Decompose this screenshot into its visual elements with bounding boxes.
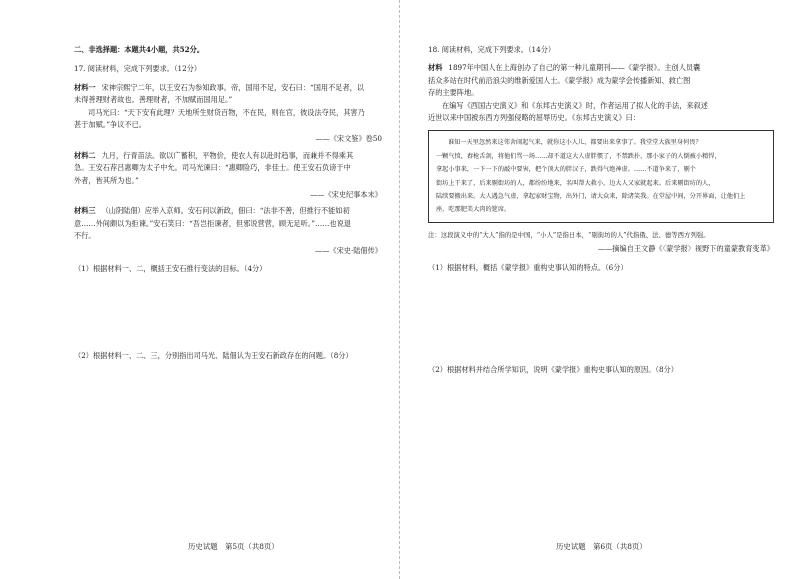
answer-space-17-1 — [74, 276, 382, 344]
material-text: 1897年中国人在上海创办了自己的第一种儿童期刊——《蒙学报》。主创人员囊 — [448, 63, 701, 73]
page-footer-right: 历史试题 第6页（共8页） — [556, 542, 647, 551]
sub-question-18-2: （2）根据材料并结合所学知识，说明《蒙学报》重构史事认知的原因。（8分） — [428, 365, 678, 375]
right-page — [400, 0, 800, 579]
material-2-text-3: 外者，皆其所为也。” — [74, 175, 139, 185]
material-text-4: 在编写《西国古史演义》和《东邦古史演义》时，作者运用了拟人化的手法，来叙述 — [442, 100, 708, 110]
material-2-text-2: 急。王安石荐吕惠卿为太子中允。司马光谏曰：“惠卿险巧，非佳士。使王安石负谤于中 — [74, 163, 351, 173]
material-3-source: ——《宋史·陆佃传》 — [315, 245, 382, 255]
material-2-text: 九月，行青苗法。欲以广蓄积，平物价，使农人有以赴时趋事，而兼并不得乘其 — [101, 150, 354, 160]
material-1 — [74, 82, 382, 146]
material-text-2: 括众多站在时代前沿浪尖的维新爱国人士。《蒙学报》成为蒙学会传播新知、救亡图 — [428, 75, 691, 85]
material-text-5: 近世以来中国被东西方列强侵略的屈辱历史。《东邦古史演义》曰： — [428, 113, 641, 123]
quotation-line: 谁知一天里忽然来这邻舍闹起气来，就你这小人儿，都要出来拿事了。我堂堂大族里身何畏？ — [448, 139, 702, 147]
page-footer-left: 历史试题 第5页（共8页） — [188, 542, 279, 551]
material-1-source: ——《宋文鉴》卷50 — [315, 134, 382, 144]
answer-space-18-1 — [428, 274, 774, 358]
material-source: ——摘编自王文静《〈蒙学报〉视野下的童蒙教育变革》 — [597, 244, 774, 254]
material-3-text: （山阴陆佃）应举入京师。安石问以新政，佃曰：“法非不善，但推行不能如初 — [101, 206, 350, 216]
material-1-text-3: 司马光曰：“天下安有此理？天地所生财货百物，不在民，则在官，彼设法夺民，其害乃 — [88, 107, 365, 117]
quotation-box — [428, 130, 774, 222]
material-1-text-2: 未得善理财者故也。善理财者，不加赋而国用足。” — [74, 95, 233, 105]
material-2-source: ——《宋史纪事本末》 — [310, 190, 382, 200]
material-1-text: 宋神宗熙宁二年，以王安石为参知政事。帝，国用不足，安石曰：“国用不足者，以 — [101, 82, 365, 92]
material-3-text-2: 意……外间颇以为拒谏。”安石笑曰：“吾岂拒谏者，但邪说营营，顾无足听。”……也说退 — [74, 218, 351, 228]
material-3-label: 材料三 — [74, 206, 96, 216]
material-3-text-3: 不行。 — [74, 231, 96, 241]
sub-question-18-1: （1）根据材料，概括《蒙学报》重构史事认知的特点。（6分） — [428, 262, 628, 272]
material-label: 材料 — [428, 63, 443, 73]
material-2-label: 材料二 — [74, 150, 96, 160]
quotation-line: 座，吃那肥美大肉的筵席。 — [436, 206, 511, 214]
question-18-header: 18. 阅读材料，完成下列要求。（14分） — [428, 45, 556, 54]
quotation-line: 一颗气愤，舂枪舌剑，将他们骂一场……却不道这大人虚胖惯了，不禁跌扑，那小家子的人倒被小精悍， — [436, 152, 721, 160]
quotation-line: 拿起小事来，一下一下的敲中要害，把个顶大的胖汉子，跌得气绝神虚。……不道争来了，剔个 — [436, 166, 696, 174]
material-1-text-4: 甚于加赋。”争议不已。 — [74, 120, 146, 130]
quotation-line: 陆续要搬出来。大人遇急气虚，拿起家财宝物，出外门，请大众来，除诸笑我。在堂屋中间，分开界面，让他们上 — [436, 193, 746, 201]
sub-question-17-2: （2）根据材料一、二、三，分别指出司马光、陆佃认为王安石新政存在的问题。（8分） — [74, 350, 353, 360]
question-17-header: 17. 阅读材料，完成下列要求。（12分） — [74, 64, 202, 74]
quotation-line: 街坊上干来了，后来剔街坊的人，都纷纷地来，名叫帮大救小，边大人又家就起来。后来剔街坊的人， — [436, 179, 715, 187]
material-1-label: 材料一 — [74, 82, 96, 92]
annotation-note: 注：这段演义中的“大人”指的是中国，“小人”是指日本，“剔街坊的人”代指俄、法、德等西方列强。 — [428, 230, 710, 239]
material-text-3: 存的主要阵地。 — [428, 88, 479, 98]
section-header: 二、非选择题：本题共4小题，共52分。 — [74, 45, 205, 54]
material-2 — [74, 150, 382, 202]
sub-question-17-1: （1）根据材料一、二，概括王安石推行变法的目标。（4分） — [74, 264, 267, 274]
material-3 — [74, 205, 382, 257]
